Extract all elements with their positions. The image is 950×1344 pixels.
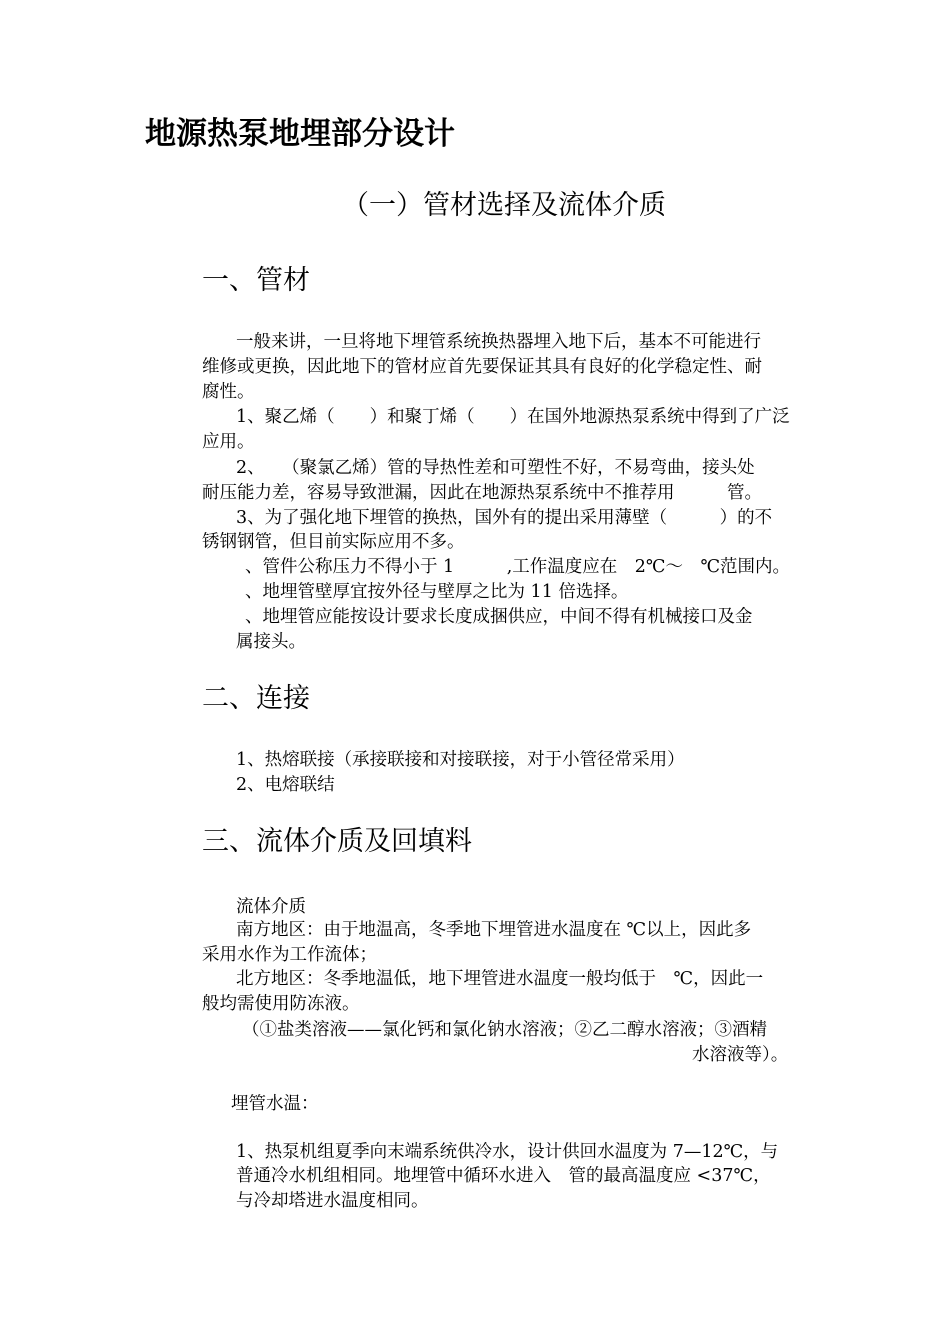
paragraph-line: 1、热泵机组夏季向末端系统供冷水，设计供回水温度为 7—12℃，与 xyxy=(236,1142,779,1162)
paragraph-line: 一般来讲，一旦将地下埋管系统换热器埋入地下后，基本不可能进行 xyxy=(236,332,761,352)
paragraph-line: 属接头。 xyxy=(236,632,306,652)
section-heading-connection: 二、连接 xyxy=(202,683,310,714)
paragraph-line: 般均需使用防冻液。 xyxy=(202,994,360,1014)
document-subtitle: （一）管材选择及流体介质 xyxy=(342,190,666,221)
paragraph-line: 南方地区：由于地温高，冬季地下埋管进水温度在 ℃以上，因此多 xyxy=(236,920,752,940)
paragraph-line: 1、聚乙烯（ ）和聚丁烯（ ）在国外地源热泵系统中得到了广泛 xyxy=(236,407,790,427)
paragraph-line: 维修或更换，因此地下的管材应首先要保证其具有良好的化学稳定性、耐 xyxy=(202,357,762,377)
paragraph-line: 、管件公称压力不得小于 1 ,工作温度应在 2℃～ ℃范围内。 xyxy=(245,557,791,577)
paragraph-line: 腐性。 xyxy=(202,382,255,402)
document-title: 地源热泵地埋部分设计 xyxy=(145,116,455,152)
paragraph-line: 水溶液等）。 xyxy=(692,1045,789,1065)
list-item: 1、热熔联接（承接联接和对接联接，对于小管径常采用） xyxy=(236,750,685,770)
paragraph-line: （①盐类溶液——氯化钙和氯化钠水溶液；②乙二醇水溶液；③酒精 xyxy=(242,1020,767,1040)
paragraph-line: 3、为了强化地下埋管的换热，国外有的提出采用薄壁（ ）的不 xyxy=(236,508,773,528)
list-item: 2、电熔联结 xyxy=(236,775,335,795)
paragraph-line: 耐压能力差，容易导致泄漏，因此在地源热泵系统中不推荐用 管。 xyxy=(202,483,762,503)
section-heading-pipe-material: 一、管材 xyxy=(202,265,310,296)
paragraph-line: 采用水作为工作流体； xyxy=(202,945,377,965)
paragraph-line: 流体介质 xyxy=(236,897,306,917)
paragraph-line: 、地埋管壁厚宜按外径与壁厚之比为 11 倍选择。 xyxy=(245,582,629,602)
paragraph-line: 锈钢钢管，但目前实际应用不多。 xyxy=(202,532,465,552)
paragraph-line: 与冷却塔进水温度相同。 xyxy=(236,1191,429,1211)
paragraph-line: 普通冷水机组相同。地埋管中循环水进入 管的最高温度应 <37℃， xyxy=(236,1166,771,1186)
section-heading-fluid-medium: 三、流体介质及回填料 xyxy=(202,826,472,857)
paragraph-line: 北方地区：冬季地温低，地下埋管进水温度一般均低于 ℃，因此一 xyxy=(236,969,764,989)
paragraph-line: 应用。 xyxy=(202,432,255,452)
paragraph-line: 埋管水温： xyxy=(231,1094,319,1114)
paragraph-line: 、地埋管应能按设计要求长度成捆供应，中间不得有机械接口及金 xyxy=(245,607,753,627)
paragraph-line: 2、 （聚氯乙烯）管的导热性差和可塑性不好，不易弯曲，接头处 xyxy=(236,458,755,478)
